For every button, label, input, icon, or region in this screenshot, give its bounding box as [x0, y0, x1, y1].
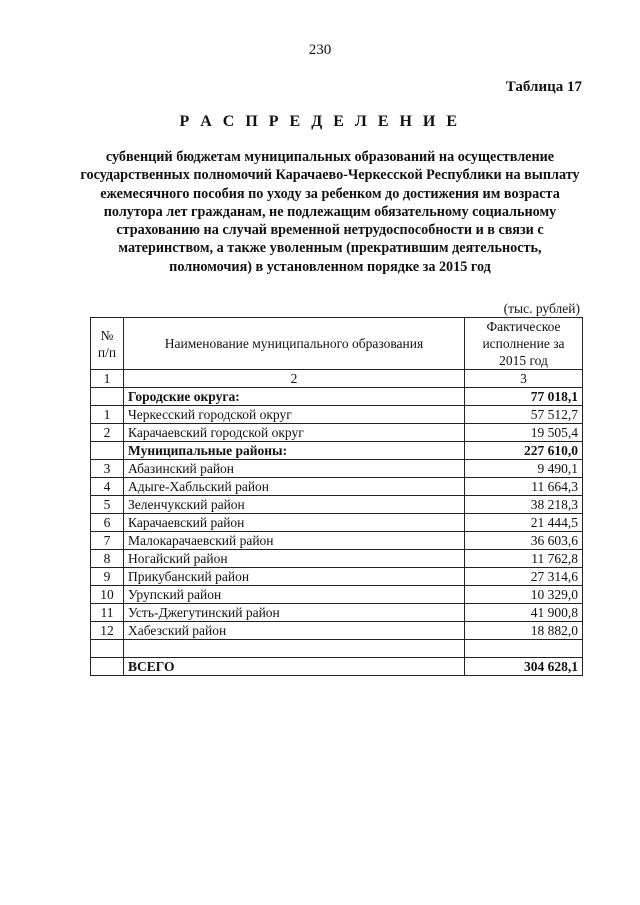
- group-row: [91, 388, 583, 406]
- index-value: 3: [465, 370, 583, 388]
- document-subtitle: субвенций бюджетам муниципальных образований на осуществление государственных полномочий Карачаево-Черкесской Республики на выплату ежемесячного пособия по уходу за ребенком до достижения им возраста полутора лет гражданам, не подлежащим обязательному социальному страхованию на случай временной нетрудоспособности и в связи с материнством, а также уволенным (прекратившим деятельность, полномочия) в установленном порядке за 2015 год: [80, 149, 580, 275]
- row-number: 8: [91, 550, 124, 568]
- row-value: 19 505,4: [465, 424, 583, 442]
- table-row: [91, 604, 583, 622]
- row-number: 5: [91, 496, 124, 514]
- row-value: 9 490,1: [465, 460, 583, 478]
- table-label: Таблица 17: [505, 79, 582, 95]
- header-name: Наименование муниципального образования: [124, 318, 465, 370]
- row-value: 41 900,8: [465, 604, 583, 622]
- distribution-table: [90, 317, 583, 676]
- row-number: 3: [91, 460, 124, 478]
- total-label: ВСЕГО: [124, 658, 465, 676]
- row-name: Муниципальные районы:: [124, 442, 465, 460]
- blank-cell: [465, 640, 583, 658]
- blank-cell: [124, 640, 465, 658]
- row-name: Прикубанский район: [124, 568, 465, 586]
- units-note: (тыс. рублей): [503, 301, 580, 316]
- index-name: 2: [124, 370, 465, 388]
- row-name: Урупский район: [124, 586, 465, 604]
- row-value: 36 603,6: [465, 532, 583, 550]
- row-name: Зеленчукский район: [124, 496, 465, 514]
- row-name: Карачаевский городской округ: [124, 424, 465, 442]
- table-row: [91, 514, 583, 532]
- row-number: [91, 388, 124, 406]
- row-number: 9: [91, 568, 124, 586]
- row-value: 77 018,1: [465, 388, 583, 406]
- blank-cell: [91, 640, 124, 658]
- row-number: 4: [91, 478, 124, 496]
- table-header-row: [91, 318, 583, 370]
- total-row: [91, 658, 583, 676]
- row-number: 7: [91, 532, 124, 550]
- row-name: Абазинский район: [124, 460, 465, 478]
- row-name: Усть-Джегутинский район: [124, 604, 465, 622]
- page-number: 230: [308, 42, 332, 58]
- table-row: [91, 424, 583, 442]
- row-name: Адыге-Хабльский район: [124, 478, 465, 496]
- row-number: 11: [91, 604, 124, 622]
- row-value: 27 314,6: [465, 568, 583, 586]
- row-name: Городские округа:: [124, 388, 465, 406]
- row-value: 21 444,5: [465, 514, 583, 532]
- row-number: 1: [91, 406, 124, 424]
- table-row: [91, 478, 583, 496]
- table-row: [91, 496, 583, 514]
- table-row: [91, 568, 583, 586]
- row-value: 57 512,7: [465, 406, 583, 424]
- header-num: № п/п: [91, 318, 124, 370]
- row-value: 11 762,8: [465, 550, 583, 568]
- total-value: 304 628,1: [465, 658, 583, 676]
- table-row: [91, 586, 583, 604]
- row-number: 12: [91, 622, 124, 640]
- blank-row: [91, 640, 583, 658]
- document-heading: Р А С П Р Е Д Е Л Е Н И Е: [179, 113, 461, 130]
- total-number: [91, 658, 124, 676]
- table-row: [91, 460, 583, 478]
- row-name: Ногайский район: [124, 550, 465, 568]
- table-row: [91, 406, 583, 424]
- row-number: 6: [91, 514, 124, 532]
- group-row: [91, 442, 583, 460]
- row-name: Хабезский район: [124, 622, 465, 640]
- row-name: Карачаевский район: [124, 514, 465, 532]
- column-index-row: [91, 370, 583, 388]
- row-value: 38 218,3: [465, 496, 583, 514]
- row-value: 11 664,3: [465, 478, 583, 496]
- index-num: 1: [91, 370, 124, 388]
- row-number: 2: [91, 424, 124, 442]
- row-name: Малокарачаевский район: [124, 532, 465, 550]
- row-number: 10: [91, 586, 124, 604]
- row-value: 10 329,0: [465, 586, 583, 604]
- table-row: [91, 550, 583, 568]
- table-row: [91, 622, 583, 640]
- table-row: [91, 532, 583, 550]
- row-value: 227 610,0: [465, 442, 583, 460]
- row-number: [91, 442, 124, 460]
- row-value: 18 882,0: [465, 622, 583, 640]
- header-value: Фактическое исполнение за 2015 год: [465, 318, 583, 370]
- row-name: Черкесский городской округ: [124, 406, 465, 424]
